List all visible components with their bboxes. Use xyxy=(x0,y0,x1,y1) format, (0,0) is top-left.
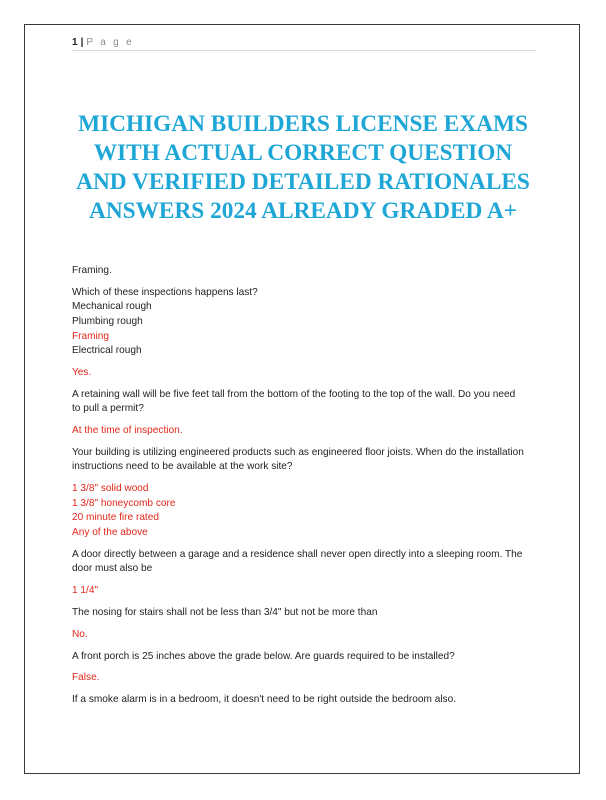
question-line: A retaining wall will be five feet tall from the bottom of the footing to the top of the wall. Do you need xyxy=(72,388,516,400)
title-line: MICHIGAN BUILDERS LICENSE EXAMS xyxy=(78,111,528,137)
option-item: Electrical rough xyxy=(72,345,142,357)
question-line: instructions need to be available at the work site? xyxy=(72,461,293,473)
answer-options xyxy=(72,482,536,540)
question-porch-guards: A front porch is 25 inches above the grade below. Are guards required to be installed? xyxy=(72,650,455,662)
page-number: 1 xyxy=(72,37,78,48)
question-engineered-products xyxy=(72,446,536,475)
page-label: P a g e xyxy=(86,37,134,48)
option-item: Mechanical rough xyxy=(72,301,152,313)
document-body xyxy=(72,264,536,715)
question-stair-nosing: The nosing for stairs shall not be less than 3/4" but not be more than xyxy=(72,606,378,618)
answer-text: Yes. xyxy=(72,366,92,378)
question-line: door must also be xyxy=(72,563,153,575)
question-line: Your building is utilizing engineered products such as engineered floor joists. When do the installation xyxy=(72,446,524,458)
question-garage-door xyxy=(72,548,536,577)
title-line: ANSWERS 2024 ALREADY GRADED A+ xyxy=(89,198,517,224)
answer-text: At the time of inspection. xyxy=(72,425,183,437)
option-item-highlighted: Framing xyxy=(72,330,110,342)
header-separator: | xyxy=(80,37,84,48)
question-retaining-wall xyxy=(72,388,536,417)
question-inspection-order xyxy=(72,286,536,359)
title-line: WITH ACTUAL CORRECT QUESTION xyxy=(93,140,513,166)
question-text: Which of these inspections happens last? xyxy=(72,286,258,298)
title-line: AND VERIFIED DETAILED RATIONALES xyxy=(76,169,530,195)
answer-option: 1 3/8" solid wood xyxy=(72,483,149,495)
answer-option: 20 minute fire rated xyxy=(72,512,159,524)
answer-text: 1 1/4" xyxy=(72,585,99,597)
answer-framing: Framing. xyxy=(72,265,112,276)
answer-option: Any of the above xyxy=(72,527,148,539)
answer-text: No. xyxy=(72,628,88,640)
document-title xyxy=(60,110,546,226)
answer-text: False. xyxy=(72,672,100,684)
answer-option: 1 3/8" honeycomb core xyxy=(72,497,176,509)
option-item: Plumbing rough xyxy=(72,315,143,327)
question-line: to pull a permit? xyxy=(72,403,144,415)
question-smoke-alarm: If a smoke alarm is in a bedroom, it doesn't need to be right outside the bedroom also. xyxy=(72,694,457,706)
page-header xyxy=(72,36,536,51)
question-line: A door directly between a garage and a residence shall never open directly into a sleeping room. The xyxy=(72,548,523,560)
